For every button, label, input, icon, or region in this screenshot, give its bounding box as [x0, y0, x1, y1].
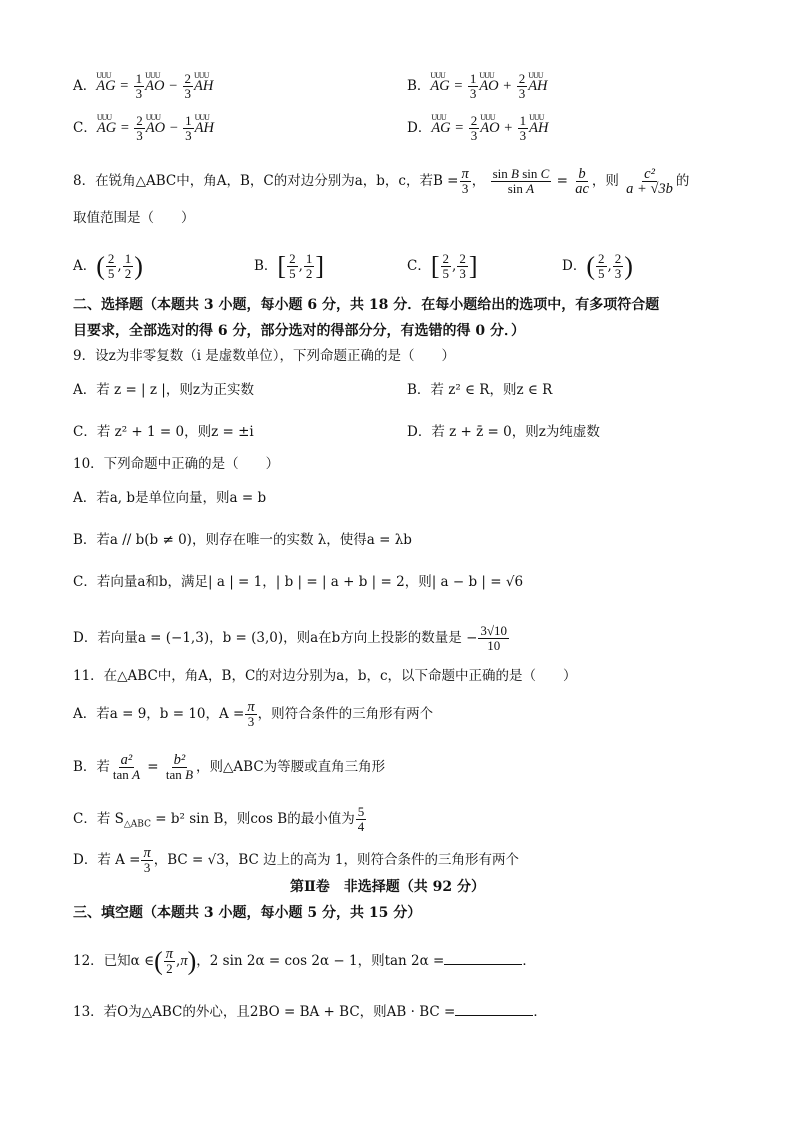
q10-option-a: A．若a, b是单位向量，则a = b	[73, 490, 267, 506]
q8-option-d: D．( $\frac{2}{5}$ , $\frac{2}{3}$ )	[562, 251, 633, 281]
section2-heading-line2: 目要求，全部选对的得 6 分，部分选对的得部分分，有选错的得 0 分．）	[73, 323, 525, 339]
q9-option-a: A．若 z = | z |，则z为正实数	[73, 382, 254, 398]
q7-option-d: D．UUU AG = $\frac{2}{3}$ UUU AO + $\frac{1}{3}$ UUU AH	[407, 114, 548, 143]
q11-stem: 11．在△ABC中，角A，B，C的对边分别为a，b，c，以下命题中正确的是（ ）	[73, 668, 577, 684]
q8-option-a: A．( $\frac{2}{5}$ , $\frac{1}{2}$ )	[73, 251, 143, 281]
q12-stem: 12．已知α ∈( $\frac{\pi}{2}$ ,π)，2 sin 2α = cos 2α − 1，则tan 2α = ．	[73, 946, 536, 976]
section3-heading: 三、填空题（本题共 3 小题，每小题 5 分，共 15 分）	[73, 905, 422, 921]
q8-option-b: B．[ $\frac{2}{5}$ , $\frac{1}{2}$ ]	[254, 251, 325, 281]
q8-option-c: C．[ $\frac{2}{5}$ , $\frac{2}{3}$ ]	[407, 251, 478, 281]
q13-stem: 13．若O为△ABC的外心，且2BO = BA + BC，则AB · BC = ．	[73, 1004, 547, 1020]
q10-option-c: C．若向量a和b，满足| a | = 1，| b | = | a + b | = 2，则| a − b | = √6	[73, 574, 524, 590]
q11-option-c: C．若 $S_{\triangle ABC} = b^2$ sin B，则cos B的最小值为 $\frac{5}{4}$	[73, 804, 365, 834]
q7-option-c: C．UUU AG = $\frac{2}{3}$ UUU AO − $\frac{1}{3}$ UUU AH	[73, 114, 214, 143]
q11-option-d: D．若 A = $\frac{\pi}{3}$ ，BC = √3，BC 边上的高为 1，则符合条件的三角形有两个	[73, 845, 519, 875]
q12-answer-blank[interactable]	[444, 952, 522, 965]
q9-option-c: C．若 z² + 1 = 0，则z = ±i	[73, 424, 254, 440]
q13-answer-blank[interactable]	[455, 1003, 533, 1016]
q9-option-d: D．若 z + z̄ = 0，则z为纯虚数	[407, 424, 600, 440]
q9-stem: 9．设z为非零复数（i 是虚数单位），下列命题正确的是（ ）	[73, 348, 456, 364]
q10-stem: 10．下列命题中正确的是（ ）	[73, 456, 280, 472]
q10-option-b: B．若a // b(b ≠ 0)，则存在唯一的实数 λ，使得a = λb	[73, 532, 412, 548]
q8-stem: 8．在锐角△ABC中，角A，B，C的对边分别为a，b，c，若B = $\frac{\pi}{3}$ ， $\frac{\text{sin B sin C}}{\text{sin A}}$ = $\frac{b}{ac}$ ，则 $\frac{\text{c²}}{a + √3b}$ 的	[73, 166, 690, 197]
q7-option-b: B．UUU AG = $\frac{1}{3}$ UUU AO + $\frac{2}{3}$ UUU AH	[407, 72, 548, 101]
q10-option-d: D．若向量a = (−1,3)，b = (3,0)，则a在b方向上投影的数量是 − $\frac{3√10}{10}$	[73, 623, 508, 653]
part2-title: 第Ⅱ卷 非选择题（共 92 分）	[290, 879, 486, 895]
q9-option-b: B．若 z² ∈ R，则z ∈ R	[407, 382, 553, 398]
section2-heading-line1: 二、选择题（本题共 3 小题，每小题 6 分，共 18 分．在每小题给出的选项中，有多项符合题	[73, 297, 660, 313]
q11-option-b: B．若 $\frac{\text{a²}}{\text{tan A}}$ = $\frac{\text{b²}}{\text{tan B}}$ ，则△ABC为等腰或直角三角形	[73, 752, 386, 782]
q7-option-a: A．UUU AG = $\frac{1}{3}$ UUU AO − $\frac{2}{3}$ UUU AH	[73, 72, 213, 101]
q8-stem-line2: 取值范围是（ ）	[73, 210, 195, 226]
q11-option-a: A．若a = 9，b = 10，A = $\frac{\pi}{3}$ ，则符合条件的三角形有两个	[73, 699, 434, 729]
